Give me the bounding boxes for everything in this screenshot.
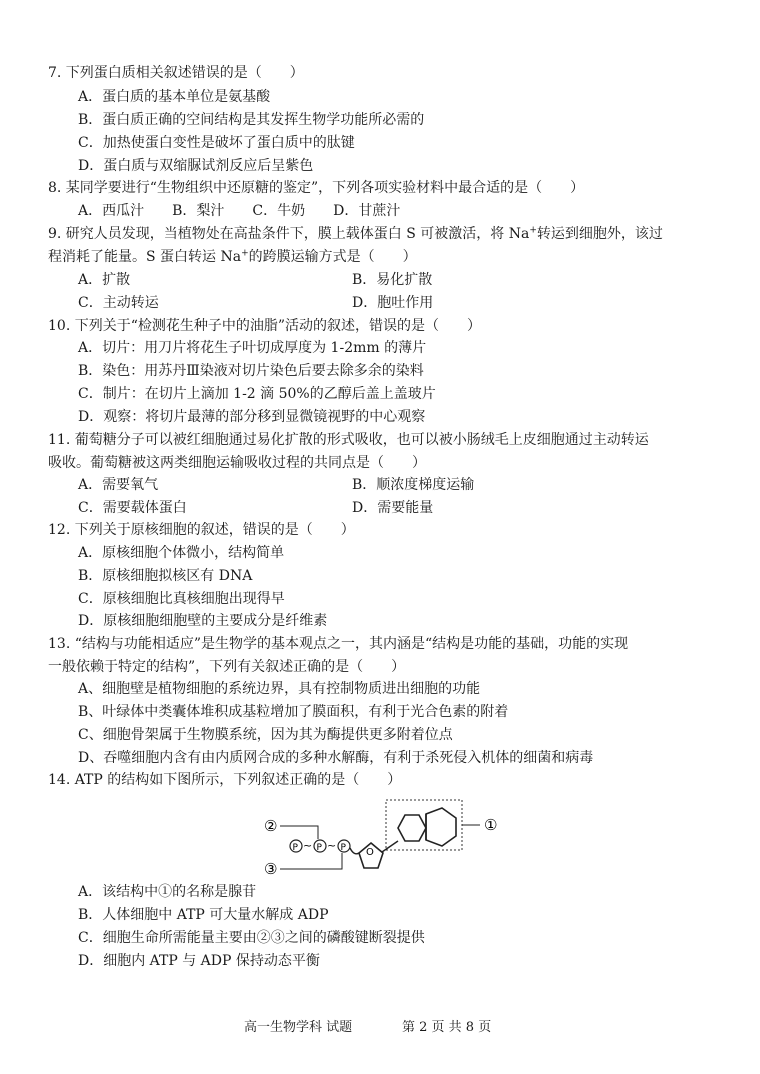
question-9-option-c: C．主动转运 xyxy=(78,295,159,311)
question-10-stem: 10. 下列关于“检测花生种子中的油脂”活动的叙述，错误的是（ ） xyxy=(48,318,482,334)
atp-structure-diagram xyxy=(258,796,508,880)
question-7-option-b: B．蛋白质正确的空间结构是其发挥生物学功能所必需的 xyxy=(78,112,425,128)
adenine-ring-right xyxy=(426,808,456,846)
question-11-option-a: A．需要氧气 xyxy=(78,477,159,493)
high-energy-bond-1: ~ xyxy=(303,839,313,852)
question-14-option-b: B．人体细胞中 ATP 可大量水解成 ADP xyxy=(78,907,329,923)
label-2: ② xyxy=(264,817,278,835)
question-9-stem-line-1: 9. 研究人员发现，当植物处在高盐条件下，膜上载体蛋白 S 可被激活，将 Na+转运到细胞外，该过 xyxy=(48,225,663,242)
label-3-pointer xyxy=(280,853,342,869)
svg-text:P: P xyxy=(316,843,322,853)
question-13-option-b: B、叶绿体中类囊体堆积成基粒增加了膜面积，有利于光合色素的附着 xyxy=(78,704,509,720)
label-1: ① xyxy=(484,816,498,834)
question-9-option-b: B．易化扩散 xyxy=(352,272,433,288)
question-14-option-a: A．该结构中①的名称是腺苷 xyxy=(78,884,257,900)
svg-text:P: P xyxy=(292,843,298,853)
question-12-stem: 12. 下列关于原核细胞的叙述，错误的是（ ） xyxy=(48,522,355,538)
adenine-ring-left xyxy=(398,815,426,841)
label-2-pointer xyxy=(280,826,318,839)
high-energy-bond-2: ~ xyxy=(327,839,337,852)
question-13-option-d: D、吞噬细胞内含有由内质网合成的多种水解酶，有利于杀死侵入机体的细菌和病毒 xyxy=(78,750,594,766)
footer-page-number: 第 2 页 共 8 页 xyxy=(402,1020,492,1035)
footer-subject: 高一生物学科 试题 xyxy=(244,1020,353,1035)
question-8-stem: 8. 某同学要进行“生物组织中还原糖的鉴定”，下列各项实验材料中最合适的是（ ） xyxy=(48,180,585,196)
question-10-option-b: B．染色：用苏丹Ⅲ染液对切片染色后要去除多余的染料 xyxy=(78,363,424,379)
question-13-option-c: C、细胞骨架属于生物膜系统，因为其为酶提供更多附着位点 xyxy=(78,727,453,743)
question-7-option-d: D．蛋白质与双缩脲试剂反应后呈紫色 xyxy=(78,158,314,174)
question-11-option-c: C．需要载体蛋白 xyxy=(78,500,187,516)
question-10-option-a: A．切片：用刀片将花生子叶切成厚度为 1-2mm 的薄片 xyxy=(78,340,427,356)
question-7-option-a: A．蛋白质的基本单位是氨基酸 xyxy=(78,89,271,105)
question-11-stem-line-1: 11. 葡萄糖分子可以被红细胞通过易化扩散的形式吸收，也可以被小肠绒毛上皮细胞通过主动转运 xyxy=(48,432,649,448)
question-13-stem-line-1: 13. “结构与功能相适应”是生物学的基本观点之一，其内涵是“结构是功能的基础，功能的实现 xyxy=(48,636,629,652)
question-11-stem-line-2: 吸收。葡萄糖被这两类细胞运输吸收过程的共同点是（ ） xyxy=(48,455,426,471)
question-13-option-a: A、细胞壁是植物细胞的系统边界，具有控制物质进出细胞的功能 xyxy=(78,681,481,697)
question-13-stem-line-2: 一般依赖于特定的结构”，下列有关叙述正确的是（ ） xyxy=(48,659,406,675)
label-3: ③ xyxy=(264,860,278,878)
question-11-option-b: B．顺浓度梯度运输 xyxy=(352,477,475,493)
question-7-stem: 7. 下列蛋白质相关叙述错误的是（ ） xyxy=(48,65,304,81)
question-12-option-b: B．原核细胞拟核区有 DNA xyxy=(78,568,253,584)
question-9-option-d: D．胞吐作用 xyxy=(352,295,434,311)
question-12-option-c: C．原核细胞比真核细胞出现得早 xyxy=(78,591,285,607)
question-8-options: A．西瓜汁 B．梨汁 C．牛奶 D．甘蔗汁 xyxy=(78,203,401,219)
question-12-option-a: A．原核细胞个体微小，结构简单 xyxy=(78,545,285,561)
question-14-option-c: C．细胞生命所需能量主要由②③之间的磷酸键断裂提供 xyxy=(78,930,425,946)
question-11-option-d: D．需要能量 xyxy=(352,500,434,516)
ribose-oxygen: O xyxy=(366,847,374,858)
svg-text:P: P xyxy=(340,843,346,853)
question-10-option-c: C．制片：在切片上滴加 1-2 滴 50%的乙醇后盖上盖玻片 xyxy=(78,386,436,402)
question-10-option-d: D．观察：将切片最薄的部分移到显微镜视野的中心观察 xyxy=(78,409,426,425)
question-9-option-a: A．扩散 xyxy=(78,272,131,288)
question-12-option-d: D．原核细胞细胞壁的主要成分是纤维素 xyxy=(78,613,328,629)
question-14-option-d: D．细胞内 ATP 与 ADP 保持动态平衡 xyxy=(78,953,320,969)
question-7-option-c: C．加热使蛋白变性是破坏了蛋白质中的肽键 xyxy=(78,135,355,151)
question-9-stem-line-2: 程消耗了能量。S 蛋白转运 Na+的跨膜运输方式是（ ） xyxy=(48,248,417,265)
question-14-stem: 14. ATP 的结构如下图所示，下列叙述正确的是（ ） xyxy=(48,772,402,788)
